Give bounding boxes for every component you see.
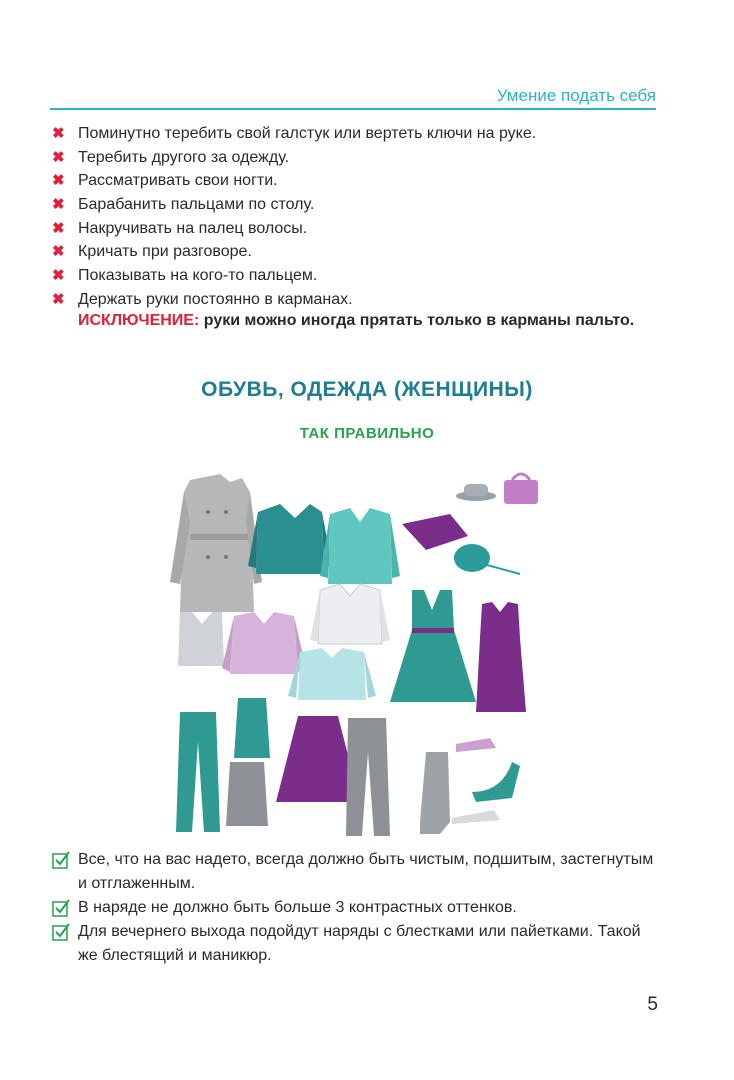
header-divider bbox=[50, 108, 656, 110]
women-clothing-illustration bbox=[150, 462, 550, 842]
cross-icon: ✖ bbox=[52, 243, 65, 261]
exception-label: ИСКЛЮЧЕНИЕ: bbox=[78, 312, 200, 329]
page-number: 5 bbox=[647, 994, 658, 1015]
teal-dress-icon bbox=[390, 590, 476, 702]
list-item: ✖ Рассматривать свои ногти. bbox=[52, 169, 536, 193]
running-header: Умение подать себя bbox=[496, 86, 656, 105]
section-title: ОБУВЬ, ОДЕЖДА (ЖЕНЩИНЫ) bbox=[201, 378, 533, 401]
white-blouse-icon bbox=[310, 584, 390, 644]
list-item: ✖ Кричать при разговоре. bbox=[52, 240, 536, 264]
section-subtitle: ТАК ПРАВИЛЬНО bbox=[299, 425, 435, 442]
grey-skirt-icon bbox=[226, 762, 268, 826]
light-sweater-icon bbox=[288, 648, 376, 700]
cross-icon: ✖ bbox=[52, 125, 65, 142]
list-item: ✖ Поминутно теребить свой галстук или вертеть ключи на руке. bbox=[52, 122, 536, 146]
tank-top-icon bbox=[178, 612, 224, 666]
list-item: В наряде не должно быть больше 3 контрастных оттенков. bbox=[52, 896, 662, 920]
jacket-icon bbox=[248, 504, 332, 574]
flat-shoe-icon bbox=[452, 810, 500, 824]
list-item: Для вечернего выхода подойдут наряды с блестками или пайетками. Такой же блестящий и маникюр. bbox=[52, 920, 662, 968]
boot-icon bbox=[420, 752, 450, 834]
purple-dress-icon bbox=[476, 602, 526, 712]
exception-note bbox=[78, 312, 634, 330]
checkmark-icon bbox=[52, 851, 70, 869]
crossbody-bag-icon bbox=[454, 544, 520, 574]
list-item: ✖ Держать руки постоянно в карманах. bbox=[52, 288, 536, 312]
cross-icon: ✖ bbox=[52, 267, 65, 285]
checkmark-icon bbox=[52, 899, 70, 917]
teal-trousers-icon bbox=[176, 712, 220, 832]
hat-icon bbox=[456, 484, 496, 501]
heel-shoe-icon bbox=[472, 762, 520, 802]
list-item: ✖ Теребить другого за одежду. bbox=[52, 146, 536, 170]
cross-icon: ✖ bbox=[52, 172, 65, 190]
cross-icon: ✖ bbox=[52, 290, 65, 308]
cardigan-icon bbox=[320, 508, 400, 584]
coat-icon bbox=[170, 474, 262, 612]
grey-trousers-icon bbox=[346, 718, 390, 836]
cross-icon: ✖ bbox=[52, 219, 65, 237]
scarf-icon bbox=[402, 514, 468, 550]
dont-list bbox=[52, 122, 536, 312]
do-list bbox=[52, 848, 662, 968]
teal-skirt-icon bbox=[234, 698, 270, 758]
list-item: ✖ Барабанить пальцами по столу. bbox=[52, 193, 536, 217]
list-item: ✖ Накручивать на палец волосы. bbox=[52, 217, 536, 241]
flat-shoe-icon bbox=[456, 738, 496, 752]
cross-icon: ✖ bbox=[52, 148, 65, 166]
checkmark-icon bbox=[52, 923, 70, 941]
handbag-icon bbox=[504, 474, 538, 504]
exception-text: руки можно иногда прятать только в карманы пальто. bbox=[203, 312, 635, 329]
lilac-blouse-icon bbox=[222, 612, 306, 674]
cross-icon: ✖ bbox=[52, 196, 65, 214]
list-item: Все, что на вас надето, всегда должно быть чистым, подшитым, застегнутым и отглаженным. bbox=[52, 848, 662, 896]
list-item: ✖ Показывать на кого-то пальцем. bbox=[52, 264, 536, 288]
